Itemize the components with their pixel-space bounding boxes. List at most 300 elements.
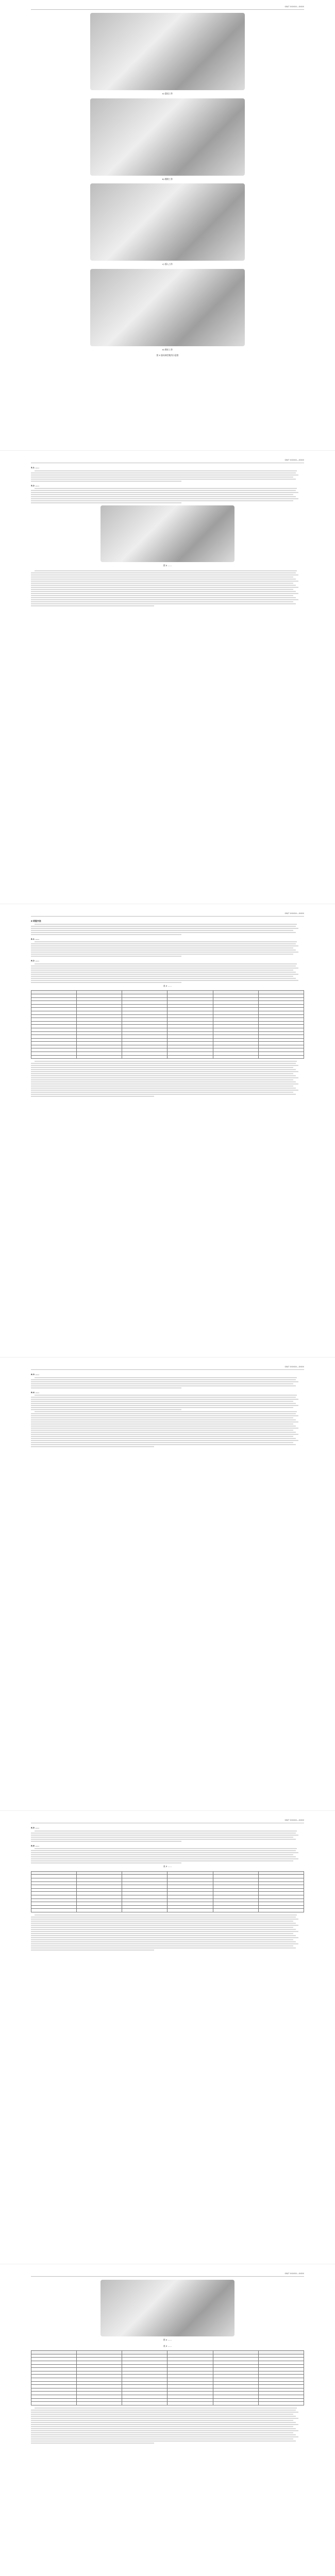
table-cell [167, 1045, 213, 1048]
table-cell [213, 2385, 258, 2388]
text-line [31, 2434, 296, 2435]
table-row [31, 2364, 304, 2368]
table-cell [77, 1042, 122, 1045]
table-cell [31, 2371, 77, 2375]
table-header-row [31, 2351, 304, 2354]
table-row [31, 1014, 304, 1018]
text-line [35, 1061, 297, 1062]
page-separator [0, 450, 335, 451]
table-cell [77, 1048, 122, 1052]
text-line [31, 1923, 296, 1924]
table-cell [213, 1885, 258, 1889]
table-cell [77, 2385, 122, 2388]
table-cell [122, 1045, 167, 1048]
text-line [31, 1442, 293, 1443]
table-cell [31, 1882, 77, 1885]
table-cell [258, 1014, 304, 1018]
running-header: GB/T XXXXX—XXXX [31, 1365, 304, 1370]
table-cell [77, 1008, 122, 1011]
text-line [31, 945, 298, 946]
table-cell [31, 1892, 77, 1895]
table-cell [77, 1055, 122, 1059]
table-cell [167, 2395, 213, 2398]
table-cell [167, 1042, 213, 1045]
table-cell [122, 994, 167, 997]
section-heading: 6.2 …… [31, 959, 40, 962]
running-header: GB/T XXXXX—XXXX [31, 459, 304, 463]
text-line [31, 477, 293, 478]
table-cell [213, 2392, 258, 2395]
table-cell [77, 1878, 122, 1882]
text-line [31, 952, 298, 953]
table-cell [167, 1055, 213, 1059]
table-cell [213, 1011, 258, 1014]
text-line [31, 976, 293, 977]
text-line [31, 1397, 296, 1398]
table-cell [77, 1031, 122, 1035]
table-cell [31, 1028, 77, 1031]
text-line [31, 1092, 293, 1093]
text-line [31, 2416, 296, 2417]
table-cell [213, 1004, 258, 1008]
table-cell [213, 1025, 258, 1028]
text-line [31, 2412, 298, 2413]
text-line [31, 1383, 293, 1384]
table-cell [167, 2364, 213, 2368]
figure-caption: 图 X …… [163, 564, 172, 567]
table-cell [258, 1011, 304, 1014]
table-cell [258, 2395, 304, 2398]
page-separator [0, 1810, 335, 1811]
data-table [31, 1871, 304, 1912]
table-cell [77, 2354, 122, 2358]
table-cell [77, 2358, 122, 2361]
table-row [31, 1028, 304, 1031]
table-cell [122, 1048, 167, 1052]
table-cell [77, 1882, 122, 1885]
running-header: GB/T XXXXX—XXXX [31, 912, 304, 917]
table-cell [77, 2392, 122, 2395]
text-line [31, 1947, 296, 1948]
table-cell [122, 991, 167, 994]
text-line [35, 924, 297, 925]
figure [31, 13, 304, 357]
figure-sublabel: d) 推拉工作 [162, 348, 173, 351]
text-line [31, 1401, 293, 1402]
text-line [31, 1950, 154, 1951]
table-cell [213, 1892, 258, 1895]
text-line [31, 605, 154, 606]
text-line [31, 1081, 296, 1082]
page-separator [0, 1357, 335, 1358]
table-header-row [31, 991, 304, 994]
table-cell [31, 1025, 77, 1028]
text-line [31, 2424, 298, 2425]
text-line [31, 970, 293, 971]
table-row [31, 1004, 304, 1008]
text-line [35, 1848, 297, 1849]
table-cell [258, 1025, 304, 1028]
text-line [31, 1856, 296, 1857]
table-cell [77, 1011, 122, 1014]
table-cell [213, 2364, 258, 2368]
table-cell [213, 991, 258, 994]
table-cell [258, 2375, 304, 2378]
table-cell [31, 2354, 77, 2358]
text-line [31, 1432, 296, 1433]
table-row [31, 2402, 304, 2405]
text-line [31, 1941, 296, 1942]
table-cell [122, 2392, 167, 2395]
table-cell [122, 2402, 167, 2405]
table-cell [213, 1882, 258, 1885]
table-cell [167, 1878, 213, 1882]
table-cell [213, 1909, 258, 1912]
table-cell [258, 997, 304, 1001]
table-cell [122, 1038, 167, 1042]
table-cell [258, 1875, 304, 1878]
text-line [31, 1917, 296, 1918]
table-row [31, 2378, 304, 2381]
page-5 [31, 1819, 304, 2262]
table-cell [31, 1001, 77, 1005]
text-line [31, 1417, 293, 1418]
table-cell [167, 2381, 213, 2385]
text-line [31, 1835, 298, 1836]
text-line [31, 974, 298, 975]
table-cell [258, 1028, 304, 1031]
table-cell [258, 1909, 304, 1912]
table-row [31, 2358, 304, 2361]
text-line [35, 963, 297, 964]
text-line [31, 1444, 296, 1445]
text-line [31, 943, 296, 944]
table-cell [31, 994, 77, 997]
table-cell [122, 1892, 167, 1895]
table-cell [77, 991, 122, 994]
table-cell [213, 2361, 258, 2364]
section-heading: 5.1 …… [31, 466, 40, 469]
text-line [31, 1937, 298, 1938]
text-line [35, 488, 297, 489]
table-cell [167, 2392, 213, 2395]
table-cell [258, 2385, 304, 2388]
table-cell [77, 2395, 122, 2398]
text-line [31, 1945, 293, 1946]
table-cell [258, 1021, 304, 1025]
text-line [31, 1438, 296, 1439]
table-row [31, 2371, 304, 2375]
text-line [31, 1833, 296, 1834]
table-cell [31, 1902, 77, 1906]
table-cell [77, 1052, 122, 1056]
table-row [31, 2354, 304, 2358]
text-line [31, 1069, 296, 1070]
table-cell [258, 1902, 304, 1906]
table-cell [31, 997, 77, 1001]
table-cell [31, 1885, 77, 1889]
table-row [31, 1052, 304, 1056]
text-line [31, 1381, 298, 1382]
text-line [31, 1862, 181, 1863]
text-line [31, 502, 181, 503]
text-line [31, 1860, 293, 1861]
table-cell [31, 1875, 77, 1878]
table-cell [167, 1028, 213, 1031]
table-cell [122, 1028, 167, 1031]
table-cell [77, 994, 122, 997]
table-cell [167, 2361, 213, 2364]
figure-image [100, 505, 234, 562]
page-4 [31, 1365, 304, 1808]
text-line [31, 498, 298, 499]
text-line [31, 2438, 293, 2439]
table-cell [258, 1871, 304, 1875]
text-line [31, 2420, 293, 2421]
table-cell [31, 2398, 77, 2402]
text-line [31, 1935, 296, 1936]
table-cell [77, 2361, 122, 2364]
table-cell [31, 1042, 77, 1045]
text-line [35, 1411, 297, 1412]
table-cell [167, 1035, 213, 1039]
table-cell [122, 1035, 167, 1039]
text-line [31, 950, 296, 951]
table-cell [77, 2375, 122, 2378]
table-cell [31, 2385, 77, 2388]
running-header: GB/T XXXXX—XXXX [31, 1819, 304, 1823]
table-cell [31, 1045, 77, 1048]
page-3 [31, 912, 304, 1355]
section-heading: 6.4 …… [31, 1391, 40, 1394]
text-line [31, 481, 181, 482]
figure-caption: 图 X 器具典型使用示意图 [156, 354, 179, 357]
figure-caption: 图 X …… [163, 2338, 172, 2341]
figure-image [90, 269, 245, 346]
text-line [31, 1440, 298, 1441]
section-heading: 6.3 …… [31, 1373, 40, 1376]
text-line [31, 1436, 293, 1437]
section-heading: 6 试验方法 [31, 920, 41, 922]
text-line [31, 591, 296, 592]
table-cell [77, 2402, 122, 2405]
table-cell [31, 1004, 77, 1008]
table-cell [122, 1909, 167, 1912]
table-cell [31, 991, 77, 994]
table-cell [213, 1035, 258, 1039]
table-cell [167, 2354, 213, 2358]
table-cell [258, 1048, 304, 1052]
text-line [31, 2422, 296, 2423]
text-line [31, 1071, 298, 1072]
table-cell [213, 2398, 258, 2402]
table-cell [122, 2375, 167, 2378]
text-line [31, 1419, 296, 1420]
text-line [31, 926, 296, 927]
text-line [31, 589, 293, 590]
table-cell [77, 1909, 122, 1912]
text-line [31, 1086, 293, 1087]
text-line [31, 1426, 296, 1427]
table-cell [77, 1899, 122, 1902]
table-cell [31, 1052, 77, 1056]
table-cell [77, 2388, 122, 2392]
table-cell [122, 2395, 167, 2398]
table-cell [31, 2375, 77, 2378]
table-cell [77, 1021, 122, 1025]
table-cell [258, 1042, 304, 1045]
text-line [31, 601, 293, 602]
text-line [31, 595, 293, 596]
table-cell [258, 1035, 304, 1039]
page-2 [31, 459, 304, 902]
table-row [31, 1001, 304, 1005]
text-line [31, 2426, 293, 2427]
table-cell [31, 2381, 77, 2385]
table-cell [122, 1888, 167, 1892]
table-row [31, 997, 304, 1001]
table-cell [31, 1905, 77, 1909]
table-cell [122, 1025, 167, 1028]
table-cell [258, 2388, 304, 2392]
table-cell [167, 2358, 213, 2361]
table-row [31, 1011, 304, 1014]
table-cell [258, 1892, 304, 1895]
section-heading: 6.6 …… [31, 1844, 40, 1847]
table-cell [122, 1905, 167, 1909]
table-cell [213, 1905, 258, 1909]
table-cell [167, 1052, 213, 1056]
text-line [31, 1943, 298, 1944]
table-cell [167, 1892, 213, 1895]
table-cell [213, 2395, 258, 2398]
text-line [31, 1933, 293, 1934]
table-row [31, 2381, 304, 2385]
table-cell [258, 1001, 304, 1005]
table-cell [213, 2381, 258, 2385]
table-cell [167, 1025, 213, 1028]
text-line [31, 982, 181, 983]
table-cell [213, 1048, 258, 1052]
table-cell [122, 2351, 167, 2354]
table-row [31, 1042, 304, 1045]
table-cell [258, 2368, 304, 2371]
table-cell [31, 1055, 77, 1059]
table-cell [77, 2371, 122, 2375]
section-heading: 6.5 …… [31, 1826, 40, 1829]
text-line [31, 2432, 293, 2433]
text-line [31, 2418, 298, 2419]
table-row [31, 1882, 304, 1885]
table-row [31, 1025, 304, 1028]
text-line [31, 1063, 296, 1064]
text-line [31, 978, 296, 979]
text-line [31, 2443, 154, 2444]
text-line [35, 470, 297, 471]
table-cell [77, 997, 122, 1001]
table-cell [258, 1045, 304, 1048]
table-cell [122, 1052, 167, 1056]
table-cell [31, 1909, 77, 1912]
table-row [31, 2392, 304, 2395]
table-cell [213, 1021, 258, 1025]
table-row [31, 1045, 304, 1048]
text-line [31, 572, 296, 573]
table-cell [258, 1878, 304, 1882]
text-line [31, 1379, 296, 1380]
table-cell [167, 1008, 213, 1011]
text-line [31, 1075, 296, 1076]
table-cell [213, 1871, 258, 1875]
table-cell [77, 1038, 122, 1042]
text-line [31, 472, 296, 473]
table-cell [167, 1038, 213, 1042]
table-cell [258, 1055, 304, 1059]
text-line [31, 500, 293, 501]
data-table [31, 990, 304, 1059]
table-cell [77, 2351, 122, 2354]
text-line [31, 972, 296, 973]
table-cell [167, 2388, 213, 2392]
text-line [31, 1067, 293, 1068]
table-header-row [31, 1871, 304, 1875]
table-cell [213, 1008, 258, 1011]
table-cell [167, 991, 213, 994]
table-row [31, 1888, 304, 1892]
table-row [31, 1018, 304, 1022]
table-cell [122, 1895, 167, 1899]
table-cell [258, 2358, 304, 2361]
text-line [31, 1839, 296, 1840]
table-cell [77, 1004, 122, 1008]
table-cell [167, 1899, 213, 1902]
table-cell [258, 2392, 304, 2395]
table-caption: 表 X …… [163, 2344, 172, 2347]
text-line [31, 2436, 298, 2437]
table-cell [122, 2378, 167, 2381]
table-cell [167, 1048, 213, 1052]
table-cell [77, 1018, 122, 1022]
table-cell [77, 2368, 122, 2371]
table-cell [258, 991, 304, 994]
figure-image [90, 98, 245, 176]
table-cell [258, 1899, 304, 1902]
table-caption: 表 X …… [163, 984, 172, 987]
table-cell [213, 1878, 258, 1882]
table-cell [213, 2368, 258, 2371]
table-cell [213, 1018, 258, 1022]
text-line [31, 583, 293, 584]
table-cell [167, 1888, 213, 1892]
table-cell [77, 1035, 122, 1039]
table-row [31, 2375, 304, 2378]
table-cell [213, 2378, 258, 2381]
table-cell [31, 1895, 77, 1899]
table-cell [122, 2388, 167, 2392]
table-cell [167, 2371, 213, 2375]
text-line [31, 1083, 298, 1084]
table-cell [77, 1895, 122, 1899]
table-cell [77, 2381, 122, 2385]
table-cell [77, 1025, 122, 1028]
text-line [31, 1088, 296, 1089]
table-cell [258, 1052, 304, 1056]
table-cell [213, 1875, 258, 1878]
table-cell [122, 1871, 167, 1875]
table-cell [258, 1004, 304, 1008]
table-cell [213, 2358, 258, 2361]
table-cell [122, 1001, 167, 1005]
